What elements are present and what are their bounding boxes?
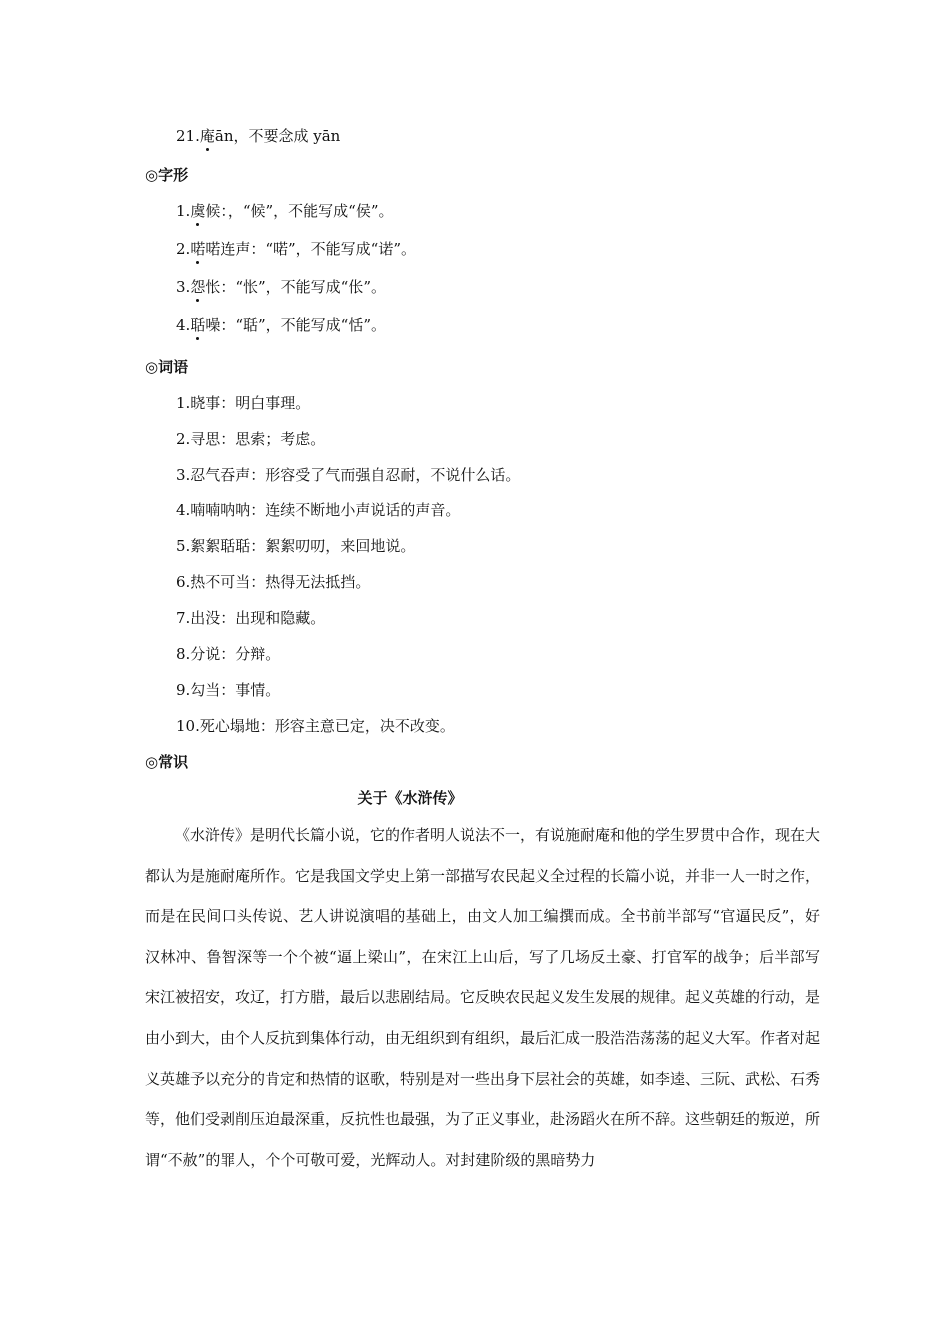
dotted-char: 聒 xyxy=(190,316,206,334)
dotted-char: 庵 xyxy=(199,127,215,145)
item-number: 3. xyxy=(176,278,191,296)
section-heading-changshi: ◎常识 xyxy=(145,753,189,771)
item-text: 怅：“怅”，不能写成“伥”。 xyxy=(205,278,387,296)
zixing-item xyxy=(176,201,394,221)
ciyu-item: 1.晓事：明白事理。 xyxy=(176,394,311,412)
item-number: 4. xyxy=(176,316,191,334)
item-number: 2. xyxy=(176,240,191,258)
item-text: 噪：“聒”，不能写成“恬”。 xyxy=(205,316,387,334)
ciyu-item: 5.絮絮聒聒：絮絮叨叨，来回地说。 xyxy=(176,537,416,555)
ciyu-item: 10.死心塌地：形容主意已定，决不改变。 xyxy=(176,717,455,735)
ciyu-item: 4.喃喃呐呐：连续不断地小声说话的声音。 xyxy=(176,501,461,519)
zixing-item xyxy=(176,277,386,297)
article-title: 关于《水浒传》 xyxy=(357,789,463,807)
item-number: 21. xyxy=(176,127,200,145)
pronunciation-item-21 xyxy=(176,126,340,146)
dotted-char: 喏 xyxy=(190,240,206,258)
item-text: 喏连声：“喏”，不能写成“诺”。 xyxy=(205,240,417,258)
section-heading-ciyu: ◎词语 xyxy=(145,358,189,376)
ciyu-item: 9.勾当：事情。 xyxy=(176,681,281,699)
dotted-char: 怨 xyxy=(190,278,206,296)
dotted-char: 虞 xyxy=(190,202,206,220)
ciyu-item: 6.热不可当：热得无法抵挡。 xyxy=(176,573,371,591)
article-paragraph: 《水浒传》是明代长篇小说，它的作者明人说法不一，有说施耐庵和他的学生罗贯中合作，现在大都认为是施耐庵所作。它是我国文学史上第一部描写农民起义全过程的长篇小说，并非一人一时之作，而是在民间口头传说、艺人讲说演唱的基础上，由文人加工编撰而成。全书前半部写“官逼民反”，好汉林冲、鲁智深等一个个被“逼上梁山”，在宋江上山后，写了几场反土豪、打官军的战争；后半部写宋江被招安，攻辽，打方腊，最后以悲剧结局。它反映农民起义发生发展的规律。起义英雄的行动，是由小到大，由个人反抗到集体行动，由无组织到有组织，最后汇成一股浩浩荡荡的起义大军。作者对起义英雄予以充分的肯定和热情的讴歌，特别是对一些出身下层社会的英雄，如李逵、三阮、武松、石秀等，他们受剥削压迫最深重，反抗性也最强，为了正义事业，赴汤蹈火在所不辞。这些朝廷的叛逆，所谓“不赦”的罪人，个个可敬可爱，光辉动人。对封建阶级的黑暗势力 xyxy=(145,826,821,1169)
item-text: ān，不要念成 yān xyxy=(214,127,341,145)
zixing-item xyxy=(176,315,386,335)
zixing-item xyxy=(176,239,416,259)
item-number: 1. xyxy=(176,202,191,220)
section-heading-zixing: ◎字形 xyxy=(145,166,189,184)
ciyu-item: 3.忍气吞声：形容受了气而强自忍耐，不说什么话。 xyxy=(176,466,521,484)
ciyu-item: 8.分说：分辩。 xyxy=(176,645,281,663)
ciyu-item: 7.出没：出现和隐藏。 xyxy=(176,609,326,627)
ciyu-item: 2.寻思：思索；考虑。 xyxy=(176,430,326,448)
item-text: 候：，“候”，不能写成“侯”。 xyxy=(205,202,394,220)
